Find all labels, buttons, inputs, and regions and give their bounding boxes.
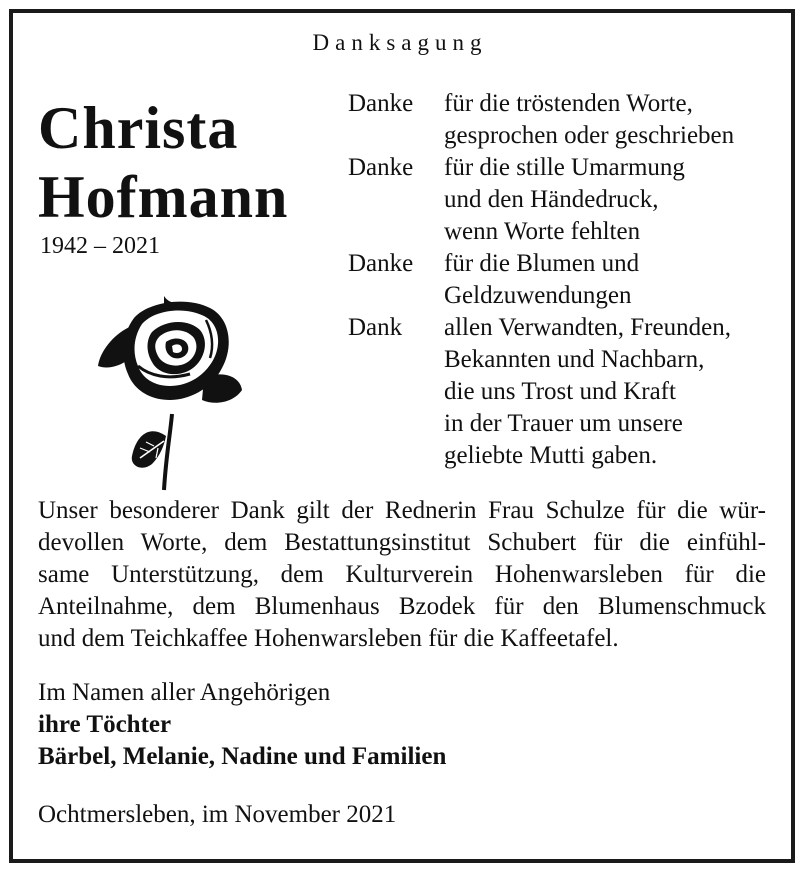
deceased-last-name: Hofmann: [38, 164, 289, 230]
signature-block: [38, 677, 446, 773]
signature-relation: ihre Töchter: [38, 711, 172, 738]
thanks-line: für die tröstenden Worte,: [444, 90, 693, 117]
signature-intro: Im Namen aller Angehörigen: [38, 679, 331, 706]
thanks-block: [348, 248, 788, 312]
deceased-first-name: Christa: [38, 95, 239, 161]
acknowledgement-paragraph: [38, 495, 766, 655]
thanks-line: für die Blumen und: [444, 250, 640, 277]
paragraph-line: Unser besonderer Dank gilt der Rednerin Frau Schulze für die wür-: [38, 497, 766, 524]
thanks-word: Dank: [348, 314, 403, 341]
thanks-word: Danke: [348, 154, 414, 181]
thanks-word: Danke: [348, 250, 414, 277]
thanks-line: die uns Trost und Kraft: [444, 378, 676, 405]
deceased-years: 1942 – 2021: [40, 233, 160, 259]
rose-icon: [94, 296, 244, 492]
thanks-line: gesprochen oder geschrieben: [444, 122, 735, 149]
thanks-block: [348, 152, 788, 248]
signature-names: Bärbel, Melanie, Nadine und Familien: [38, 743, 447, 770]
paragraph-line: devollen Worte, dem Bestattungsinstitut Schubert für die einfühl-: [38, 529, 766, 556]
thanks-line: für die stille Umarmung: [444, 154, 685, 181]
thanks-line: in der Trauer um unsere: [444, 410, 683, 437]
paragraph-line: und dem Teichkaffee Hohenwarsleben für die Kaffeetafel.: [38, 625, 619, 652]
paragraph-line: Anteilnahme, dem Blumenhaus Bzodek für den Blumenschmuck: [38, 593, 766, 620]
thanks-line: wenn Worte fehlten: [444, 218, 641, 245]
thanks-word: Danke: [348, 90, 414, 117]
thanks-line: und den Händedruck,: [444, 186, 659, 213]
thanks-list: [348, 88, 788, 472]
paragraph-line: same Unterstützung, dem Kulturverein Hohenwarsleben für die: [38, 561, 766, 588]
notice-heading: Danksagung: [312, 30, 488, 55]
thanks-line: Geldzuwendungen: [444, 282, 632, 309]
thanks-line: Bekannten und Nachbarn,: [444, 346, 705, 373]
thanks-line: allen Verwandten, Freunden,: [444, 314, 731, 341]
thanks-block: [348, 312, 788, 472]
place-date: Ochtmersleben, im November 2021: [38, 801, 397, 828]
thanks-line: geliebte Mutti gaben.: [444, 442, 658, 469]
thanks-block: [348, 88, 788, 152]
